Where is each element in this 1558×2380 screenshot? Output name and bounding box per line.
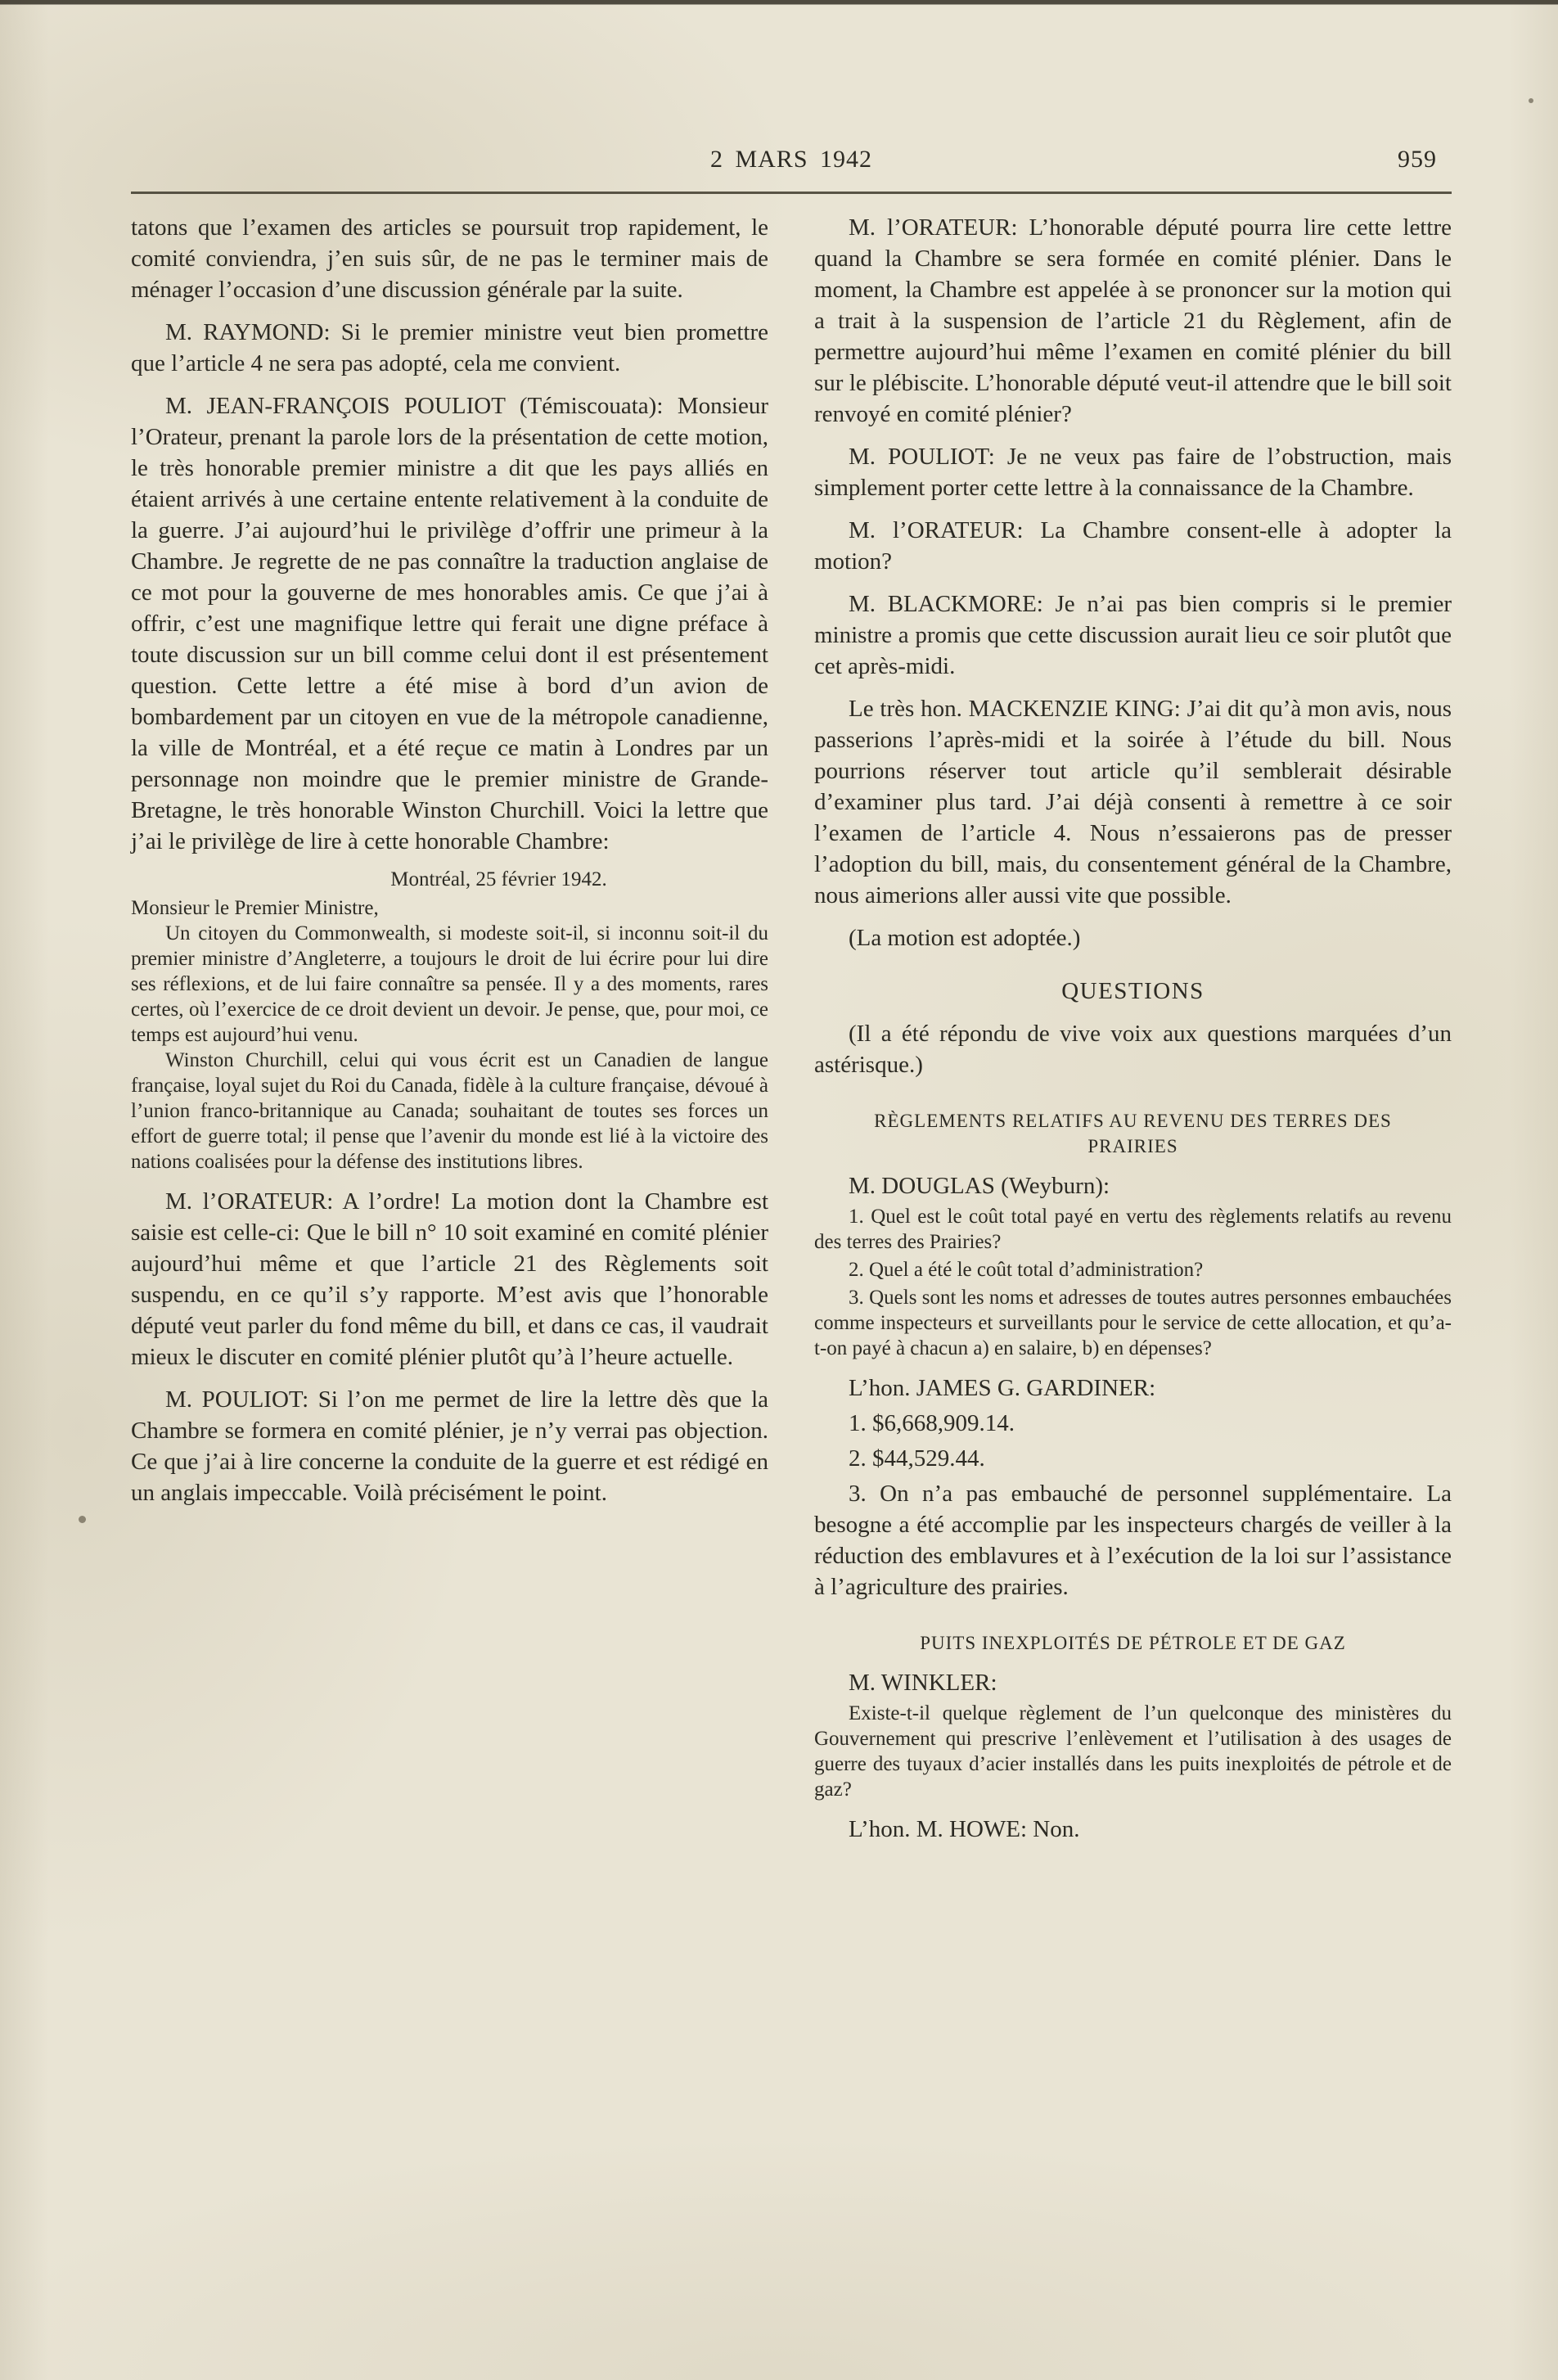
speech-pouliot: M. POULIOT: Si l’on me permet de lire la lettre dès que la Chambre se formera en comité plénier, je n’y verrai pas objection. Ce que j’ai à lire concerne la conduite de la guerre et est rédigé en un anglais impeccable. Voilà précisément le point. [131, 1386, 768, 1506]
speech-pouliot: M. POULIOT: Je ne veux pas faire de l’obstruction, mais simplement porter cette lettre à la connaissance de la Chambre. [814, 444, 1452, 501]
questions-asterisk-note: (Il a été répondu de vive voix aux questions marquées d’un astérisque.) [814, 1021, 1452, 1078]
speech-winkler: M. WINKLER: [849, 1670, 997, 1696]
speech-orateur: M. l’ORATEUR: La Chambre consent-elle à adopter la motion? [814, 517, 1452, 575]
page-number: 959 [1398, 146, 1437, 173]
section-title-questions: QUESTIONS [1061, 978, 1205, 1004]
paragraph-continuation: tatons que l’examen des articles se poursuit trop rapidement, le comité conviendra, j’en suis sûr, de ne pas le terminer mais de ménager l’occasion d’une discussion générale par la suite. [131, 214, 768, 303]
left-column [131, 212, 768, 1508]
speech-mackenzie-king: Le très hon. MACKENZIE KING: J’ai dit qu’à mon avis, nous passerions l’après-midi et la soirée à l’étude du bill. Nous pourrions réserver tout article qu’il semblerait désirable d’examiner plus tard. J’ai déjà consenti à remettre à ce soir l’examen de l’article 4. Nous n’essaierons pas de presser l’adoption du bill, mais, du consentement général de la Chambre, nous aimerions aller aussi vite que possible. [814, 696, 1452, 908]
letter-salutation: Monsieur le Premier Ministre, [131, 897, 379, 919]
speech-gardiner: L’hon. JAMES G. GARDINER: [849, 1375, 1156, 1401]
question-item-3: 3. Quels sont les noms et adresses de toutes autres personnes embauchées comme inspecteurs et surveillants pour le service de cette allocation, et qu’a-t-on payé à chacun a) en salaire, b) en dépenses? [814, 1287, 1452, 1359]
question-body-winkler: Existe-t-il quelque règlement de l’un quelconque des ministères du Gouvernement qui prescrive l’enlèvement et l’utilisation à des usages de guerre des tuyaux d’acier installés dans les puits inexploités de pétrole et de gaz? [814, 1702, 1452, 1801]
speech-orateur: M. l’ORATEUR: A l’ordre! La motion dont la Chambre est saisie est celle-ci: Que le bill n° 10 soit examiné en comité plénier aujourd’hui même et que l’article 21 des Règlements soit suspendu, en ce qu’il s’y rapporte. M’est avis que l’honorable député veut parler du fond même du bill, et dans ce cas, il vaudrait mieux le discuter en comité plénier plutôt qu’à l’heure actuelle. [131, 1188, 768, 1370]
speech-howe: L’hon. M. HOWE: Non. [849, 1816, 1080, 1842]
page-header [0, 0, 1558, 178]
speech-orateur: M. l’ORATEUR: L’honorable député pourra lire cette lettre quand la Chambre se sera formée en comité plénier. Dans le moment, la Chambre est appelée à se prononcer sur la motion qui a trait à la suspension de l’article 21 du Règlement, afin de permettre aujourd’hui même l’examen en comité plénier du bill sur le plébiscite. L’honorable député veut-il attendre que le bill soit renvoyé en comité plénier? [814, 214, 1452, 427]
letter-paragraph: Winston Churchill, celui qui vous écrit est un Canadien de langue française, loyal sujet du Roi du Canada, fidèle à la culture française, dévoué à l’union franco-britannique au Canada; souhaitant de toutes ses forces un effort de guerre total; il pense que l’avenir du monde est lié à la victoire des nations coalisées pour la défense des institutions libres. [131, 1049, 768, 1173]
letter-paragraph: Un citoyen du Commonwealth, si modeste soit-il, si inconnu soit-il du premier ministre d’Angleterre, a toujours le droit de lui écrire pour lui dire ses réflexions, et de lui faire connaître sa pensée. Il y a des moments, rares certes, où l’exercice de ce droit devient un devoir. Je pense, que, pour moi, ce temps est aujourd’hui venu. [131, 922, 768, 1046]
answer-item-2: 2. $44,529.44. [849, 1445, 985, 1472]
speech-pouliot-temiscouata: M. JEAN-FRANÇOIS POULIOT (Témiscouata): Monsieur l’Orateur, prenant la parole lors de la présentation de cette motion, le très honorable premier ministre a dit que les pays alliés en étaient arrivés à une certaine entente relativement à la conduite de la guerre. J’ai aujourd’hui le privilège d’offrir une primeur à la Chambre. Je regrette de ne pas connaître la traduction anglaise de ce mot pour la gouverne de mes honorables amis. Ce que j’ai à offrir, c’est une magnifique lettre qui ferait une digne préface à toute discussion sur un bill comme celui dont il est présentement question. Cette lettre a été mise à bord d’un avion de bombardement par un citoyen en vue de la métropole canadienne, la ville de Montréal, et a été reçue ce matin à Londres par un personnage non moindre que le premier ministre de Grande-Bretagne, le très honorable Winston Churchill. Voici la lettre que j’ai le privilège de lire à cette honorable Chambre: [131, 393, 768, 854]
question-item-1: 1. Quel est le coût total payé en vertu des règlements relatifs au revenu des terres des Prairies? [814, 1206, 1452, 1253]
paper-speck [79, 1516, 86, 1523]
motion-adopted-note: (La motion est adoptée.) [849, 925, 1081, 951]
topic-heading-puits-petrole-gaz: PUITS INEXPLOITÉS DE PÉTROLE ET DE GAZ [920, 1633, 1346, 1653]
answer-item-3: 3. On n’a pas embauché de personnel supplémentaire. La besogne a été accomplie par les inspecteurs chargés de veiller à la réduction des emblavures et à l’exécution de la loi sur l’assistance à l’agriculture des prairies. [814, 1481, 1452, 1600]
speech-raymond: M. RAYMOND: Si le premier ministre veut bien promettre que l’article 4 ne sera pas adopté, cela me convient. [131, 319, 768, 376]
topic-heading-reglements-prairies: RÈGLEMENTS RELATIFS AU REVENU DES TERRES DES PRAIRIES [874, 1111, 1392, 1156]
speech-douglas: M. DOUGLAS (Weyburn): [849, 1173, 1110, 1199]
question-item-2: 2. Quel a été le coût total d’administration? [849, 1259, 1204, 1281]
speech-blackmore: M. BLACKMORE: Je n’ai pas bien compris si le premier ministre a promis que cette discussion aurait lieu ce soir plutôt que cet après-midi. [814, 591, 1452, 679]
letter-dateline: Montréal, 25 février 1942. [390, 868, 607, 890]
right-column [814, 212, 1452, 1845]
page-columns [0, 194, 1558, 1845]
answer-item-1: 1. $6,668,909.14. [849, 1410, 1015, 1436]
page-date: 2 MARS 1942 [709, 146, 873, 173]
